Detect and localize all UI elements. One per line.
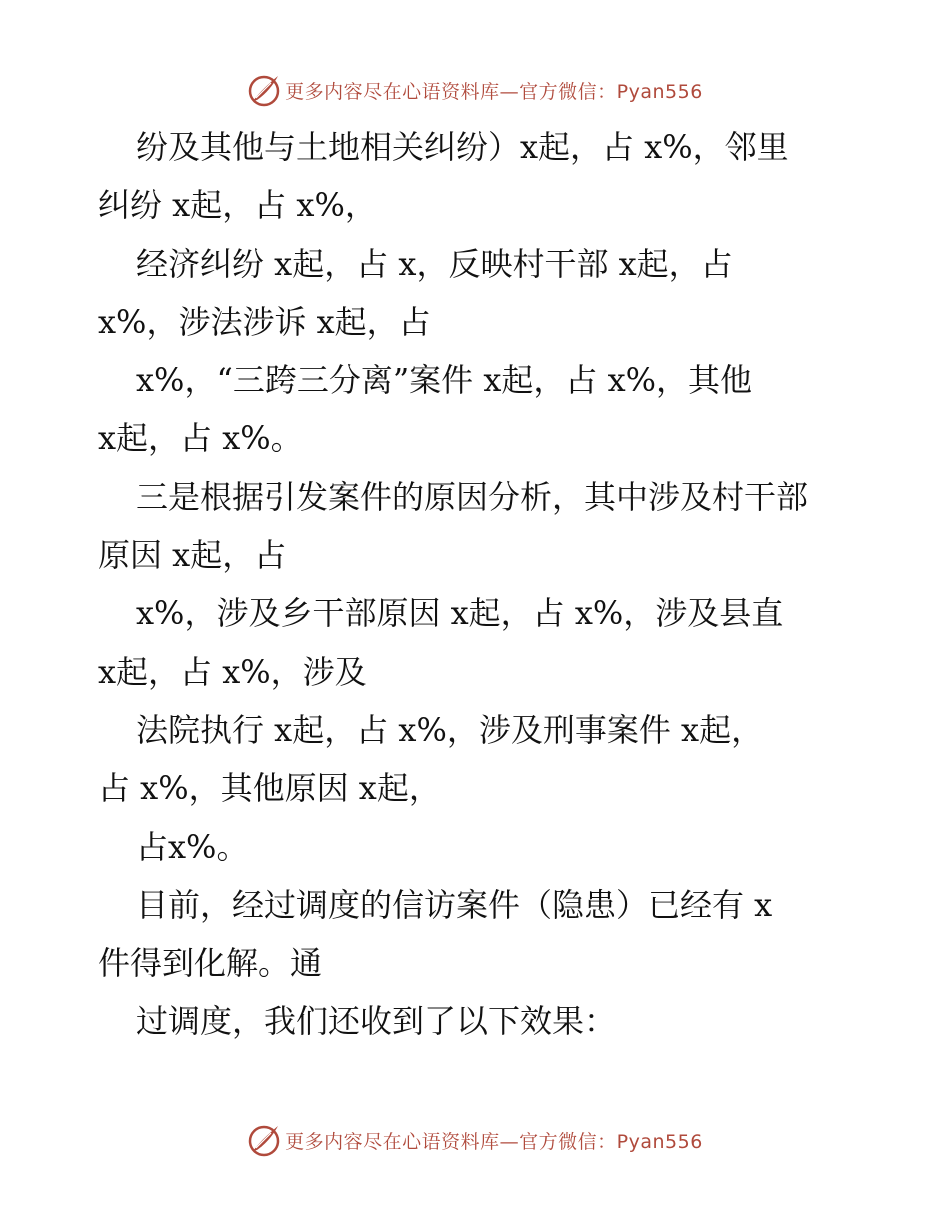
- text-line: 占 x%，其他原因 x起，: [98, 769, 441, 808]
- text-line: x起，占 x%。: [98, 419, 303, 458]
- feather-pen-logo-icon: [247, 1123, 281, 1157]
- text-line: 过调度，我们还收到了以下效果：: [136, 1002, 617, 1041]
- text-line: 件得到化解。通: [98, 944, 323, 983]
- feather-pen-logo-icon: [247, 73, 281, 107]
- text-line: 原因 x起，占: [98, 536, 287, 575]
- header-banner-text: 更多内容尽在心语资料库—官方微信：Pyan556: [285, 80, 703, 103]
- text-line: x%，涉法涉诉 x起，占: [98, 302, 431, 341]
- text-line: 法院执行 x起，占 x%，涉及刑事案件 x起，: [136, 710, 764, 749]
- text-line: x%，涉及乡干部原因 x起，占 x%，涉及县直: [136, 594, 784, 633]
- text-line: 三是根据引发案件的原因分析，其中涉及村干部: [136, 477, 809, 516]
- text-line: 经济纠纷 x起，占 x，反映村干部 x起，占: [136, 244, 733, 283]
- footer-banner-text: 更多内容尽在心语资料库—官方微信：Pyan556: [285, 1130, 703, 1153]
- body-text: [98, 118, 858, 1051]
- header-watermark-banner: [0, 70, 950, 110]
- footer-watermark-banner: [0, 1120, 950, 1160]
- text-line: x%，“三跨三分离”案件 x起，占 x%，其他: [136, 361, 753, 400]
- text-line: x起，占 x%，涉及: [98, 652, 367, 691]
- text-line: 纠纷 x起，占 x%，: [98, 186, 377, 225]
- text-line: 占x%。: [136, 827, 249, 866]
- text-line: 纷及其他与土地相关纠纷）x起，占 x%，邻里: [136, 128, 789, 166]
- footer-banner-id: Pyan556: [616, 1130, 703, 1153]
- text-line: 目前，经过调度的信访案件（隐患）已经有 x: [136, 885, 773, 924]
- header-banner-id: Pyan556: [616, 80, 703, 103]
